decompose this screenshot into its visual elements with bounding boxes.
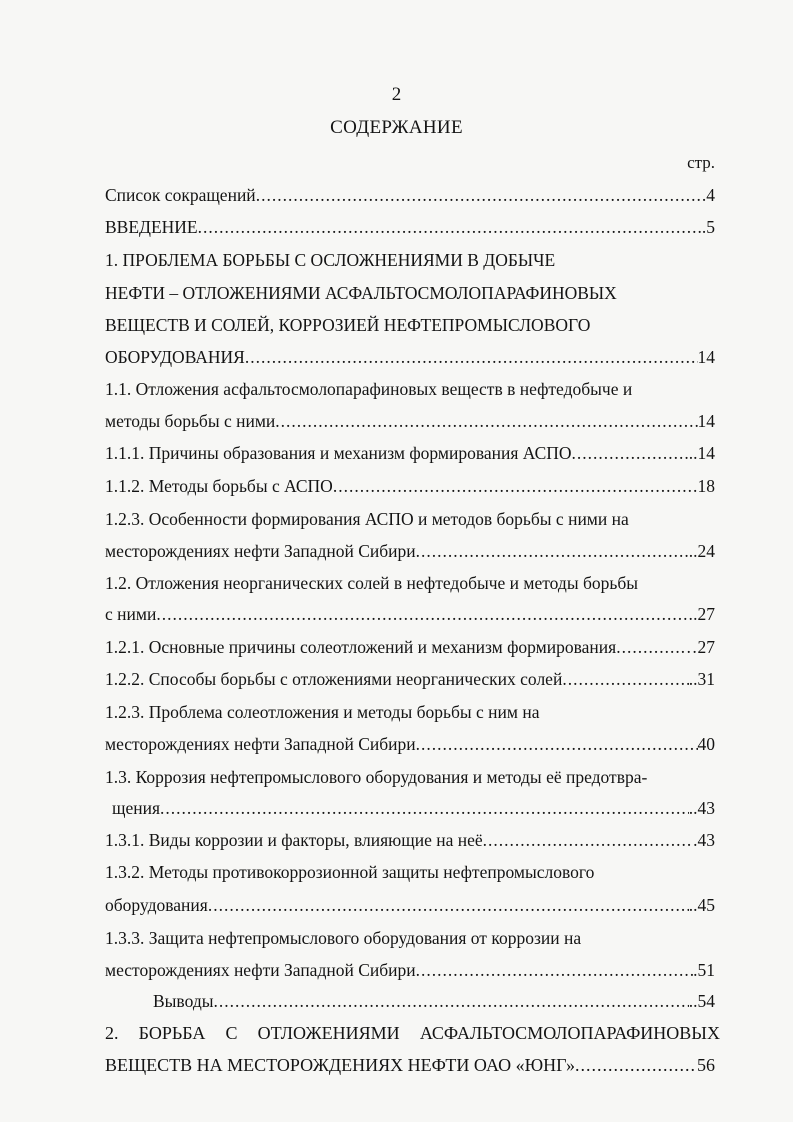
toc-leader bbox=[483, 828, 693, 852]
toc-section-1-2-line-2 bbox=[105, 602, 715, 626]
toc-entry-title: 1.1.2. Методы борьбы с АСПО bbox=[105, 476, 333, 496]
toc-entry-page: ..24 bbox=[688, 541, 715, 561]
toc-leader bbox=[416, 732, 698, 756]
toc-chapter-1-line-3: ВЕЩЕСТВ И СОЛЕЙ, КОРРОЗИЕЙ НЕФТЕПРОМЫСЛОВОГО bbox=[105, 315, 591, 335]
toc-chapter-2-line-1: 2. БОРЬБА С ОТЛОЖЕНИЯМИ АСФАЛЬТОСМОЛОПАРАФИНОВЫХ bbox=[105, 1023, 720, 1043]
pages-column-label: стр. bbox=[687, 153, 715, 172]
toc-section-1-2-3-aspo-line-1: 1.2.3. Особенности формирования АСПО и методов борьбы с ними на bbox=[105, 509, 629, 529]
toc-entry-title: ОБОРУДОВАНИЯ bbox=[105, 347, 245, 367]
toc-entry-introduction bbox=[105, 215, 715, 239]
toc-entry-title: с ними bbox=[105, 604, 157, 624]
toc-entry-page: .43 bbox=[693, 830, 715, 850]
toc-entry-page: .4 bbox=[701, 185, 715, 205]
toc-chapter-1-line-1: 1. ПРОБЛЕМА БОРЬБЫ С ОСЛОЖНЕНИЯМИ В ДОБЫЧЕ bbox=[105, 250, 556, 270]
toc-entry-title: месторождениях нефти Западной Сибири bbox=[105, 541, 416, 561]
toc-entry-page: ..45 bbox=[688, 895, 715, 915]
toc-section-1-1-2 bbox=[105, 474, 715, 498]
toc-section-1-3-line-1: 1.3. Коррозия нефтепромыслового оборудования и методы её предотвра- bbox=[105, 767, 648, 787]
toc-entry-page: ..54 bbox=[688, 991, 715, 1011]
toc-leader bbox=[256, 183, 702, 207]
toc-entry-page: 40 bbox=[697, 734, 715, 754]
toc-leader bbox=[208, 893, 689, 917]
toc-entry-title: месторождениях нефти Западной Сибири bbox=[105, 960, 416, 980]
toc-chapter-2-line-2 bbox=[105, 1053, 715, 1077]
toc-entry-title: оборудования bbox=[105, 895, 208, 915]
toc-entry-abbreviations bbox=[105, 183, 715, 207]
toc-leader bbox=[160, 796, 689, 820]
toc-entry-page: 56 bbox=[697, 1055, 715, 1075]
toc-entry-page: .5 bbox=[701, 217, 715, 237]
toc-entry-page: ..43 bbox=[688, 798, 715, 818]
toc-section-1-2-1 bbox=[105, 635, 715, 659]
toc-leader bbox=[416, 958, 693, 982]
toc-section-1-2-3-salts-line-1: 1.2.3. Проблема солеотложения и методы борьбы с ним на bbox=[105, 702, 540, 722]
toc-entry-title: Выводы bbox=[153, 991, 214, 1011]
toc-entry-page: …27 bbox=[680, 637, 715, 657]
toc-section-1-1-line-2 bbox=[105, 409, 715, 433]
toc-entry-title: 1.2.1. Основные причины солеотложений и механизм формирования bbox=[105, 637, 617, 657]
toc-entry-title: 1.1.1. Причины образования и механизм формирования АСПО bbox=[105, 443, 572, 463]
toc-entry-page: .51 bbox=[693, 960, 715, 980]
toc-entry-conclusions bbox=[153, 989, 715, 1013]
toc-leader bbox=[213, 989, 688, 1013]
toc-entry-title: 1.2.2. Способы борьбы с отложениями неорганических солей bbox=[105, 669, 563, 689]
toc-leader bbox=[198, 215, 702, 239]
toc-entry-page: 14 bbox=[697, 347, 715, 367]
page-number: 2 bbox=[391, 84, 402, 105]
toc-entry-page: 18 bbox=[697, 476, 715, 496]
toc-leader bbox=[572, 441, 689, 465]
toc-entry-title: 1.3.1. Виды коррозии и факторы, влияющие на неё bbox=[105, 830, 483, 850]
toc-entry-title: месторождениях нефти Западной Сибири bbox=[105, 734, 416, 754]
toc-entry-title: методы борьбы с ними bbox=[105, 411, 276, 431]
toc-section-1-1-line-1: 1.1. Отложения асфальтосмолопарафиновых веществ в нефтедобыче и bbox=[105, 379, 633, 399]
toc-entry-page: ..14 bbox=[688, 443, 715, 463]
toc-leader bbox=[575, 1053, 697, 1077]
toc-section-1-3-1 bbox=[105, 828, 715, 852]
toc-entry-title: Список сокращений bbox=[105, 185, 256, 205]
toc-entry-page: .27 bbox=[693, 604, 715, 624]
toc-leader bbox=[416, 539, 689, 563]
toc-entry-title: ВВЕДЕНИЕ bbox=[105, 217, 198, 237]
toc-section-1-1-1 bbox=[105, 441, 715, 465]
toc-leader bbox=[275, 409, 697, 433]
toc-leader bbox=[616, 635, 680, 659]
toc-entry-title: ВЕЩЕСТВ НА МЕСТОРОЖДЕНИЯХ НЕФТИ ОАО «ЮНГ» bbox=[105, 1055, 576, 1075]
toc-section-1-2-line-1: 1.2. Отложения неорганических солей в нефтедобыче и методы борьбы bbox=[105, 573, 638, 593]
page-title: СОДЕРЖАНИЕ bbox=[330, 117, 463, 138]
toc-section-1-3-line-2 bbox=[105, 796, 715, 820]
toc-leader bbox=[333, 474, 698, 498]
toc-chapter-1-line-2: НЕФТИ – ОТЛОЖЕНИЯМИ АСФАЛЬТОСМОЛОПАРАФИНОВЫХ bbox=[105, 283, 617, 303]
toc-entry-page: ..31 bbox=[688, 669, 715, 689]
toc-entry-title: щения bbox=[112, 798, 161, 818]
toc-section-1-3-2-line-1: 1.3.2. Методы противокоррозионной защиты нефтепромыслового bbox=[105, 862, 595, 882]
toc-leader bbox=[562, 667, 688, 691]
toc-section-1-3-3-line-2 bbox=[105, 958, 715, 982]
toc-leader bbox=[245, 345, 698, 369]
toc-chapter-1-line-4 bbox=[105, 345, 715, 369]
toc-leader bbox=[156, 602, 693, 626]
toc-section-1-2-3-salts-line-2 bbox=[105, 732, 715, 756]
toc-section-1-2-3-aspo-line-2 bbox=[105, 539, 715, 563]
toc-entry-page: 14 bbox=[697, 411, 715, 431]
toc-section-1-3-3-line-1: 1.3.3. Защита нефтепромыслового оборудования от коррозии на bbox=[105, 928, 582, 948]
toc-section-1-3-2-line-2 bbox=[105, 893, 715, 917]
toc-section-1-2-2 bbox=[105, 667, 715, 691]
